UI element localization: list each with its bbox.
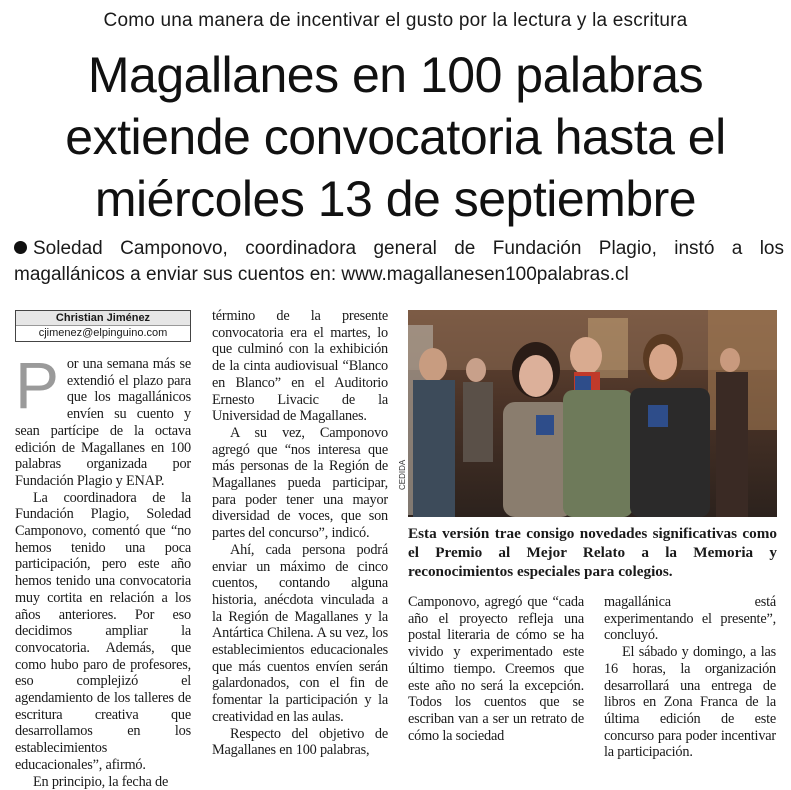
byline-email: cjimenez@elpinguino.com (38, 327, 168, 339)
paragraph: término de la presente convocatoria era el martes, lo que culminó con la exhibición de la cinta audiovisual “Blanco en Blanco” en el Auditorio Ernesto Livacic de la Universidad de Magallanes. (212, 308, 388, 425)
article-deck (14, 236, 784, 288)
paragraph: La coordinadora de la Fundación Plagio, Soledad Camponovo, comentó que “no hemos tenido una poca participación, pero este año hemos tenido una convocatoria muy cortita en relación a los años anteriores. Por eso decidimos ampliar la convocatoria. Además, que como hubo paro de profesores, eso complejizó el agendamiento de los talleres de escritura creativa que desarrollamos en los establecimientos educacionales”, afirmó. (15, 489, 191, 773)
paragraph: El sábado y domingo, a las 16 horas, la organización desarrollará una entrega de libros en Zona Franca de la última edición de este concurso para poder incentivar la participación. (604, 644, 776, 761)
article-column-3 (408, 594, 584, 744)
byline-name: Christian Jiménez (16, 311, 190, 326)
article-kicker: Como una manera de incentivar el gusto por la lectura y la escritura (103, 10, 688, 31)
article-headline (0, 44, 791, 230)
article-column-4 (604, 594, 776, 761)
article-column-1 (15, 348, 191, 790)
photo-caption: Esta versión trae consigo novedades significativas como el Premio al Mejor Relato a la Memoria y reconocimientos especiales para colegios. (408, 525, 777, 580)
byline-box (15, 310, 191, 342)
dropcap: P (15, 348, 59, 422)
bullet-icon (14, 241, 27, 254)
article-photo (408, 310, 777, 517)
article-column-2 (212, 308, 388, 759)
paragraph: En principio, la fecha de (33, 773, 169, 790)
paragraph: Respecto del objetivo de Magallanes en 100 palabras, (212, 725, 388, 759)
headline-line-3: miércoles 13 de septiembre (94, 171, 697, 227)
headline-line-2: extiende convocatoria hasta el (65, 109, 726, 165)
headline-line-1: Magallanes en 100 palabras (87, 47, 704, 103)
deck-text: Soledad Camponovo, coordinadora general de Fundación Plagio, instó a los magallánicos a enviar sus cuentos en: www.magallanesen100palabras.cl (14, 238, 784, 285)
paragraph: magallánica está experimentando el presente”, concluyó. (604, 594, 776, 644)
paragraph: or una semana más se extendió el plazo para que los magallánicos envíen su cuento y sean partícipe de la octava edición de Magallanes en 100 palabras organizada por Fundación Plagio y ENAP. (15, 356, 191, 489)
photo-illustration (408, 310, 777, 517)
paragraph: Camponovo, agregó que “cada año el proyecto refleja una postal literaria de cómo se ha vivido y experimentado este último tiempo. Creemos que este año no será la excepción. Todos los cuentos que se escriban van a ser un retrato de cómo la sociedad (408, 594, 584, 744)
paragraph: A su vez, Camponovo agregó que “nos interesa que más personas de la Región de Magallanes pueda participar, para poder tener una mayor diversidad de voces, que son partes del concurso”, indicó. (212, 424, 388, 542)
paragraph: Ahí, cada persona podrá enviar un máximo de cinco cuentos, contando alguna historia, anécdota vinculada a la Región de Magallanes y la Antártica Chilena. A su vez, los establecimientos educacionales que más cuentos envíen serán galardonados, con el fin de fomentar la participación y la creatividad en las aulas. (212, 541, 388, 725)
photo-credit: CEDIDA (398, 459, 407, 490)
